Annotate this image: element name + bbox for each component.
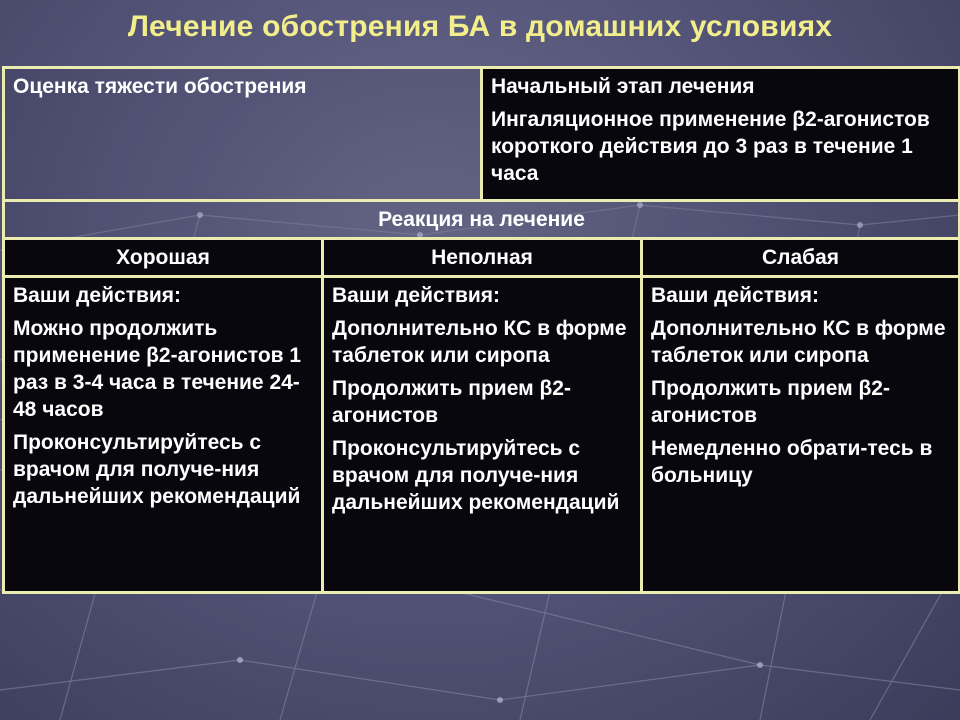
column-header-weak: Слабая [642, 239, 960, 277]
column-header-partial: Неполная [323, 239, 642, 277]
action-item: Продолжить прием β2-агонистов [332, 377, 571, 427]
reaction-label: Реакция на лечение [4, 201, 960, 239]
action-item: Можно продолжить применение β2-агонистов 1 раз в 3-4 часа в течение 24-48 часов [13, 317, 302, 421]
table-row-column-headers [4, 239, 960, 277]
actions-cell-partial [323, 277, 642, 593]
assessment-label: Оценка тяжести обострения [13, 75, 307, 98]
action-item: Проконсультируйтесь с врачом для получе-ния дальнейших рекомендаций [332, 437, 620, 514]
actions-cell-weak [642, 277, 960, 593]
actions-label: Ваши действия: [651, 284, 820, 307]
initial-stage-cell [482, 68, 960, 201]
table-row-assessment [4, 68, 960, 201]
initial-stage-heading: Начальный этап лечения [491, 75, 755, 98]
slide-title: Лечение обострения БА в домашних условиях [127, 10, 833, 43]
treatment-table [2, 66, 960, 594]
action-item: Продолжить прием β2-агонистов [651, 377, 890, 427]
action-item: Проконсультируйтесь с врачом для получе-ния дальнейших рекомендаций [13, 431, 301, 508]
table-row-reaction [4, 201, 960, 239]
column-header-good: Хорошая [4, 239, 323, 277]
actions-cell-good [4, 277, 323, 593]
action-item: Немедленно обрати-тесь в больницу [651, 437, 933, 487]
action-item: Дополнительно КС в форме таблеток или сиропа [651, 317, 946, 367]
action-item: Дополнительно КС в форме таблеток или сиропа [332, 317, 627, 367]
initial-stage-text: Ингаляционное применение β2-агонистов короткого действия до 3 раз в течение 1 часа [491, 108, 930, 185]
actions-label: Ваши действия: [332, 284, 501, 307]
actions-label: Ваши действия: [13, 284, 182, 307]
table-row-actions [4, 277, 960, 593]
assessment-cell [4, 68, 482, 201]
